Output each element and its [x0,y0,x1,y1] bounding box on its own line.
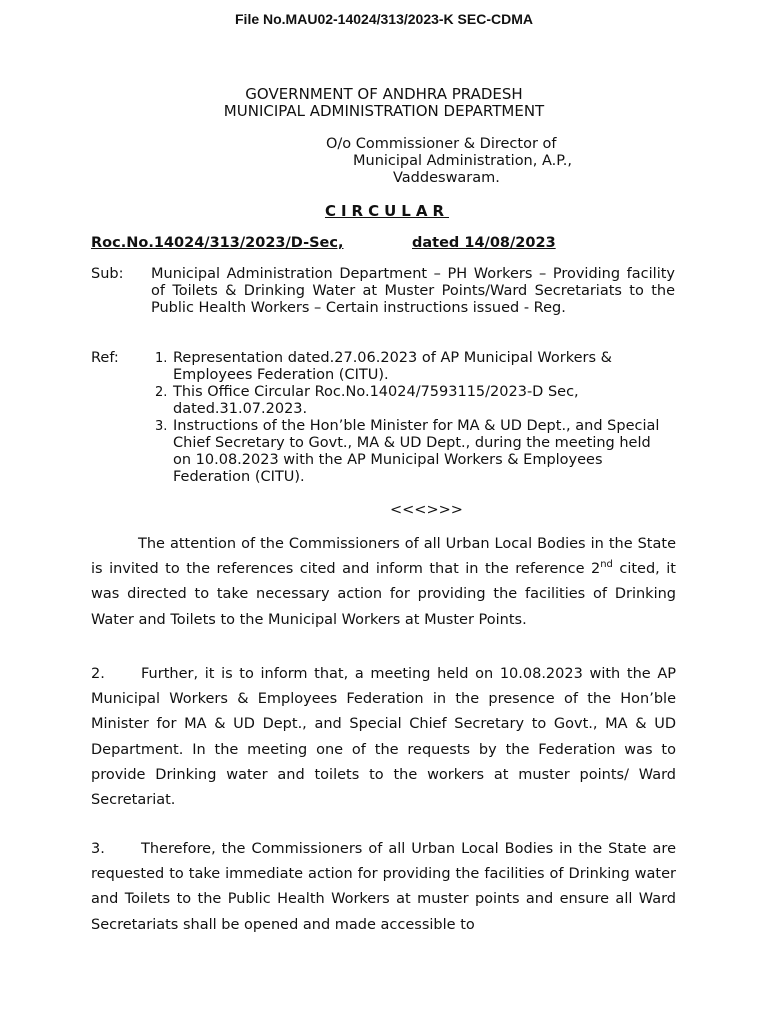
paragraph-1 [91,532,676,633]
government-heading [0,86,768,120]
references-list [155,350,665,486]
paragraph-number: 2. [91,666,105,682]
reference-text: Instructions of the Hon’ble Minister for MA & UD Dept., and Special Chief Secretary to Govt., MA & UD Dept., during the meeting held on 10.08.2023 with the AP Municipal Workers & Employees Federation (CITU). [173,418,660,485]
section-separator: <<<>>> [390,502,463,518]
paragraph-3 [91,837,676,938]
roc-number: Roc.No.14024/313/2023/D-Sec, [91,235,344,251]
office-line-2: Municipal Administration, A.P., [353,153,572,169]
file-number: File No.MAU02-14024/313/2023-K SEC-CDMA [235,11,533,27]
reference-number: 3. [155,419,168,434]
paragraph-1-text: The attention of the Commissioners of all Urban Local Bodies in the State is invited to the references cited and inform that in the reference 2 [91,536,676,578]
reference-item [155,350,665,384]
paragraph-number: 3. [91,841,105,857]
office-address [326,136,572,187]
references-label: Ref: [91,350,119,366]
reference-item [155,418,665,486]
reference-text: Representation dated.27.06.2023 of AP Municipal Workers & Employees Federation (CITU). [173,350,612,383]
subject-label: Sub: [91,266,124,282]
circular-title: CIRCULAR [324,202,450,220]
office-line-3: Vaddeswaram. [393,170,500,186]
reference-number: 1. [155,351,168,366]
office-line-1: O/o Commissioner & Director of [326,136,557,152]
subject-text: Municipal Administration Department – PH Workers – Providing facility of Toilets & Drinking Water at Muster Points/Ward Secretariats to the Public Health Workers – Certain instructions issued - Reg. [151,266,675,316]
reference-text: This Office Circular Roc.No.14024/7593115/2023-D Sec, dated.31.07.2023. [173,384,579,417]
paragraph-2 [91,662,676,813]
reference-item [155,384,665,418]
paragraph-3-text: Therefore, the Commissioners of all Urban Local Bodies in the State are requested to take immediate action for providing the facilities of Drinking water and Toilets to the Public Health Workers at muster points and ensure all Ward Secretariats shall be opened and made accessible to [91,841,676,933]
circular-date: dated 14/08/2023 [412,235,556,251]
reference-number: 2. [155,385,168,400]
department-name: MUNICIPAL ADMINISTRATION DEPARTMENT [223,102,545,120]
ordinal-suffix: nd [600,559,613,571]
paragraph-2-text: Further, it is to inform that, a meeting held on 10.08.2023 with the AP Municipal Workers & Employees Federation in the presence of the Hon’ble Minister for MA & UD Dept., and Special Chief Secretary to Govt., MA & UD Department. In the meeting one of the requests by the Federation was to provide Drinking water and toilets to the workers at muster points/ Ward Secretariat. [91,666,676,809]
paragraph-1-text-cont: cited, it was directed to take necessary action for providing the facilities of Drinking Water and Toilets to the Municipal Workers at Muster Points. [91,561,676,628]
government-name: GOVERNMENT OF ANDHRA PRADESH [245,85,523,103]
